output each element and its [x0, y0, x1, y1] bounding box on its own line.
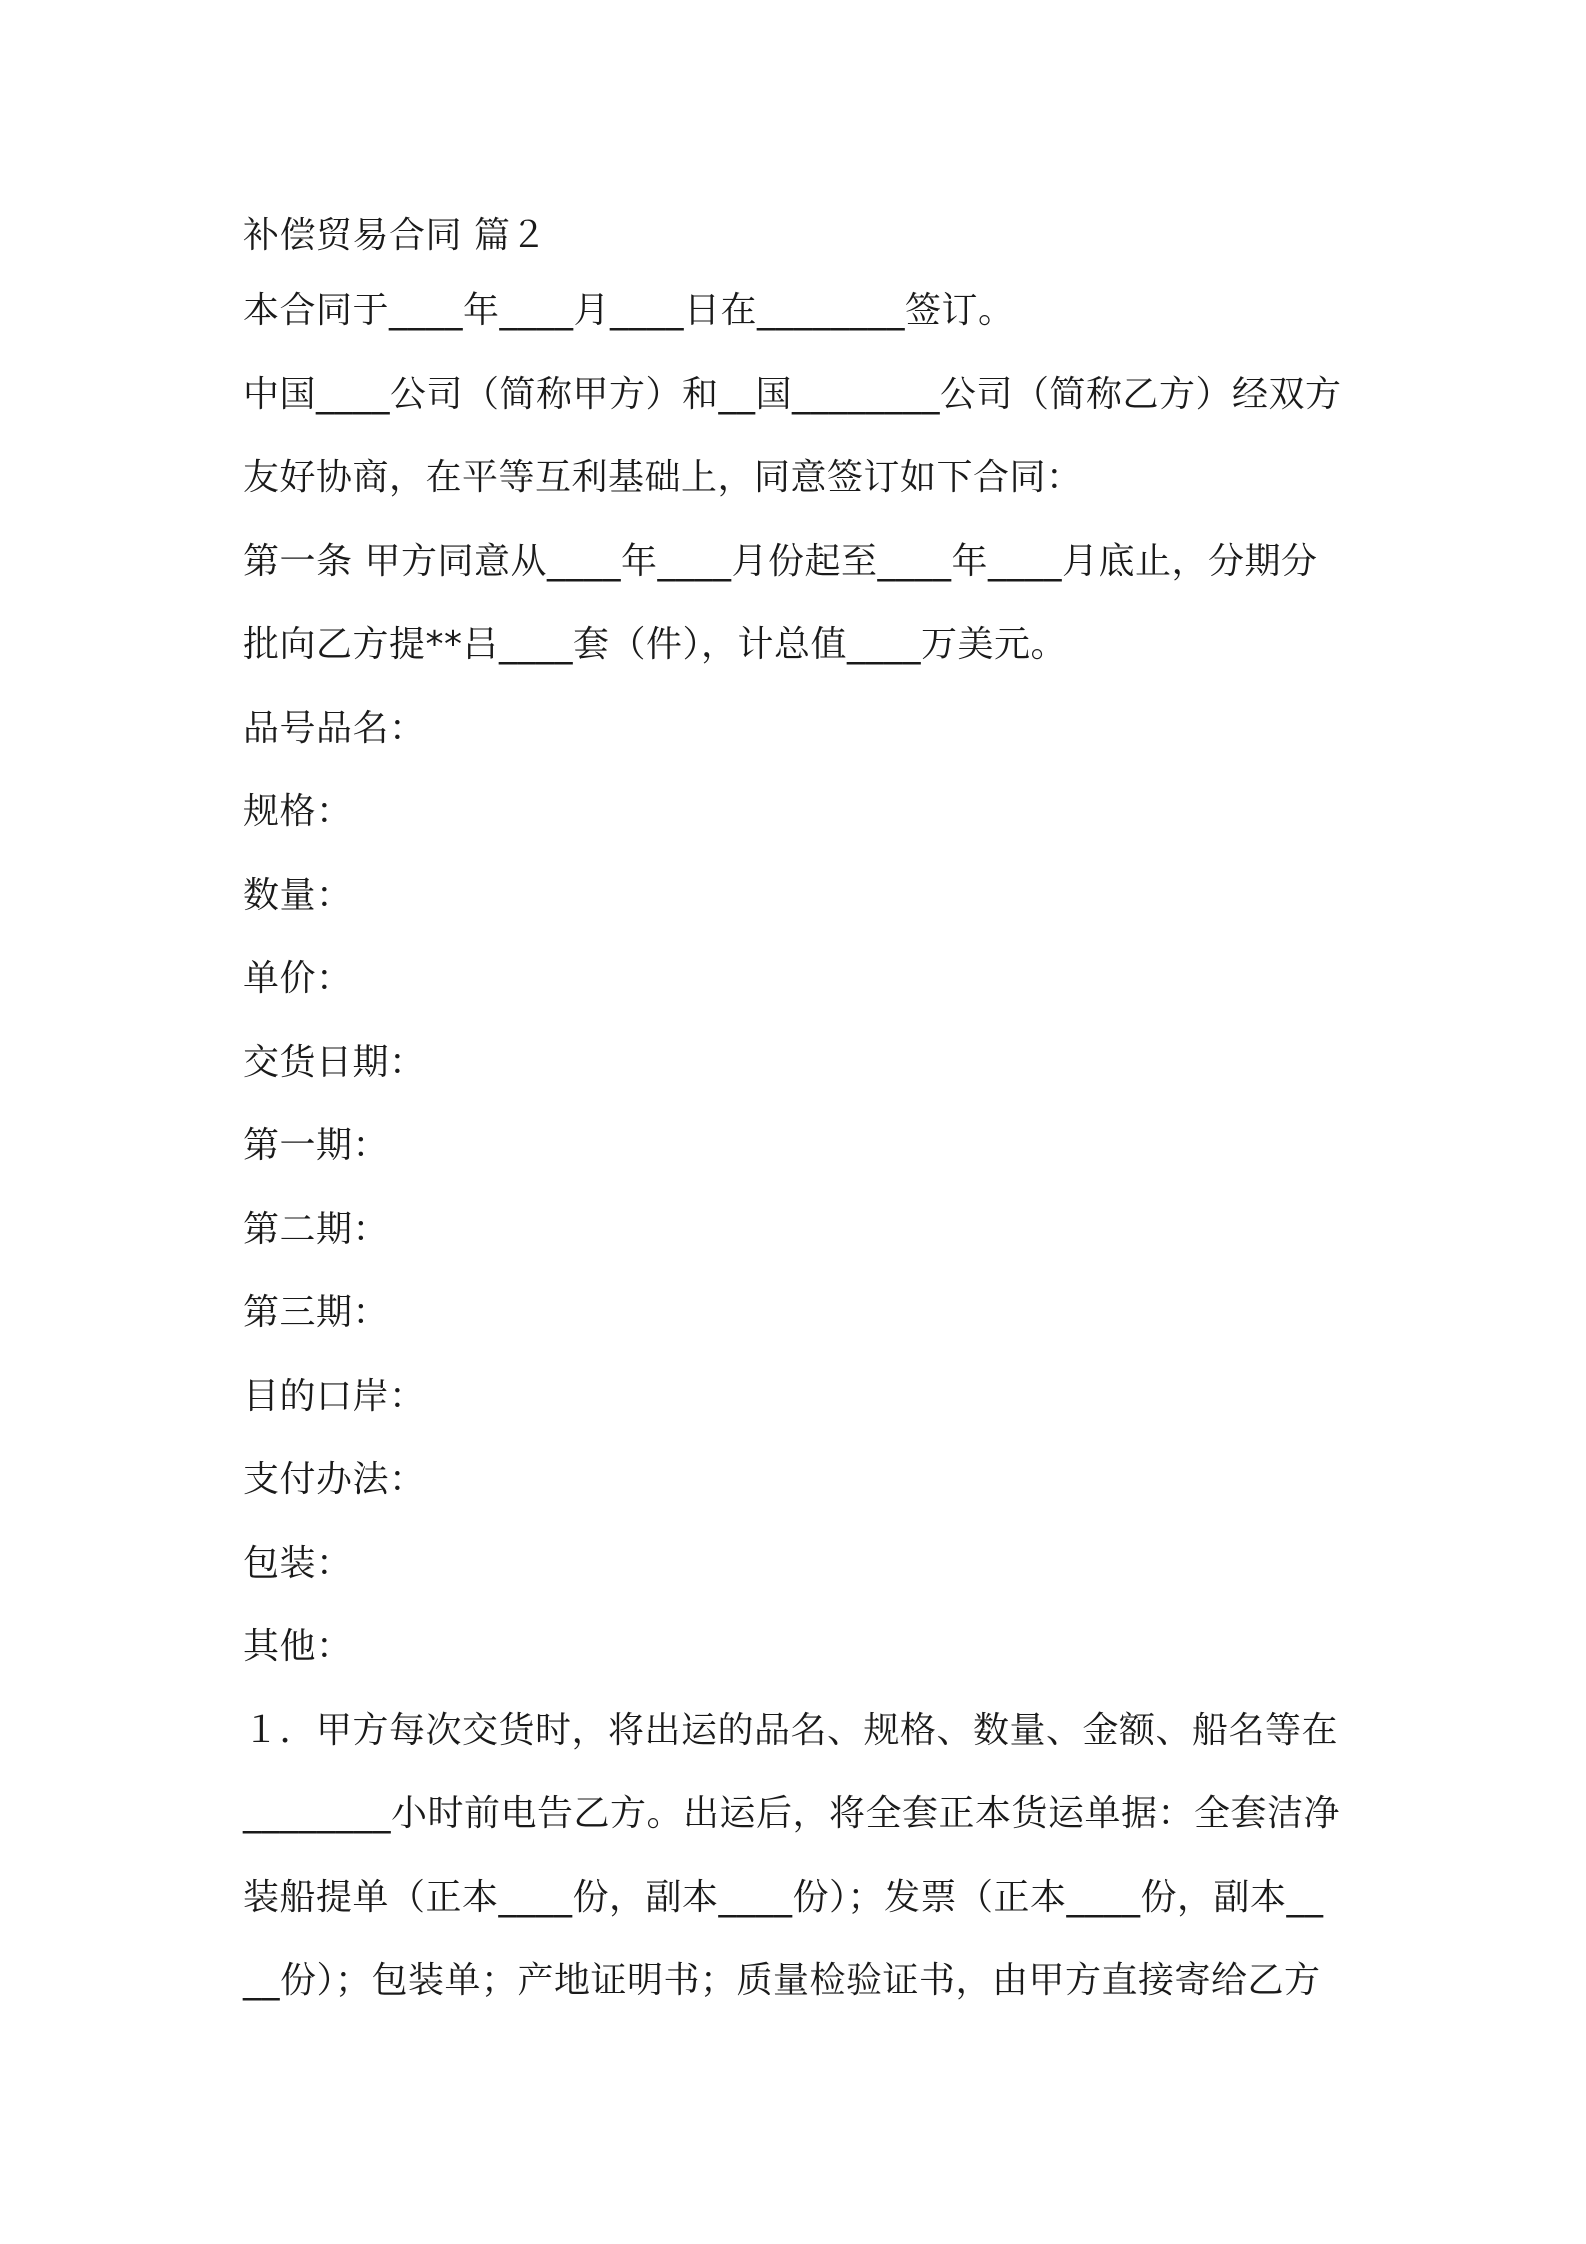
clause-one-line-4: __份）；包装单；产地证明书；质量检验证书，由甲方直接寄给乙方: [243, 1960, 1321, 2001]
field-payment-method: 支付办法：: [243, 1459, 426, 1500]
field-packing: 包装：: [243, 1543, 353, 1584]
document-title: 补偿贸易合同 篇２: [243, 215, 547, 256]
field-phase-three: 第三期：: [243, 1292, 390, 1333]
clause-one-line-3: 装船提单（正本____份，副本____份）；发票（正本____份，副本__: [243, 1877, 1324, 1918]
field-quantity: 数量：: [243, 875, 353, 916]
field-delivery-date: 交货日期：: [243, 1042, 426, 1083]
field-phase-one: 第一期：: [243, 1125, 390, 1166]
parties-line-1: 中国____公司（简称甲方）和__国________公司（简称乙方）经双方: [243, 374, 1342, 415]
field-product-name: 品号品名：: [243, 708, 426, 749]
contract-date-line: 本合同于____年____月____日在________签订。: [243, 290, 1015, 331]
article-one-line-2: 批向乙方提**吕____套（件），计总值____万美元。: [243, 624, 1068, 665]
field-other: 其他：: [243, 1626, 353, 1667]
parties-line-2: 友好协商，在平等互利基础上，同意签订如下合同：: [243, 457, 1083, 498]
field-phase-two: 第二期：: [243, 1209, 390, 1250]
article-one-line-1: 第一条 甲方同意从____年____月份起至____年____月底止，分期分: [243, 541, 1318, 582]
field-unit-price: 单价：: [243, 958, 353, 999]
clause-one-line-1: １．甲方每次交货时，将出运的品名、规格、数量、金额、船名等在: [243, 1710, 1339, 1751]
clause-one-line-2: ________小时前电告乙方。出运后，将全套正本货运单据：全套洁净: [243, 1793, 1341, 1834]
field-destination-port: 目的口岸：: [243, 1376, 426, 1417]
field-specification: 规格：: [243, 791, 353, 832]
